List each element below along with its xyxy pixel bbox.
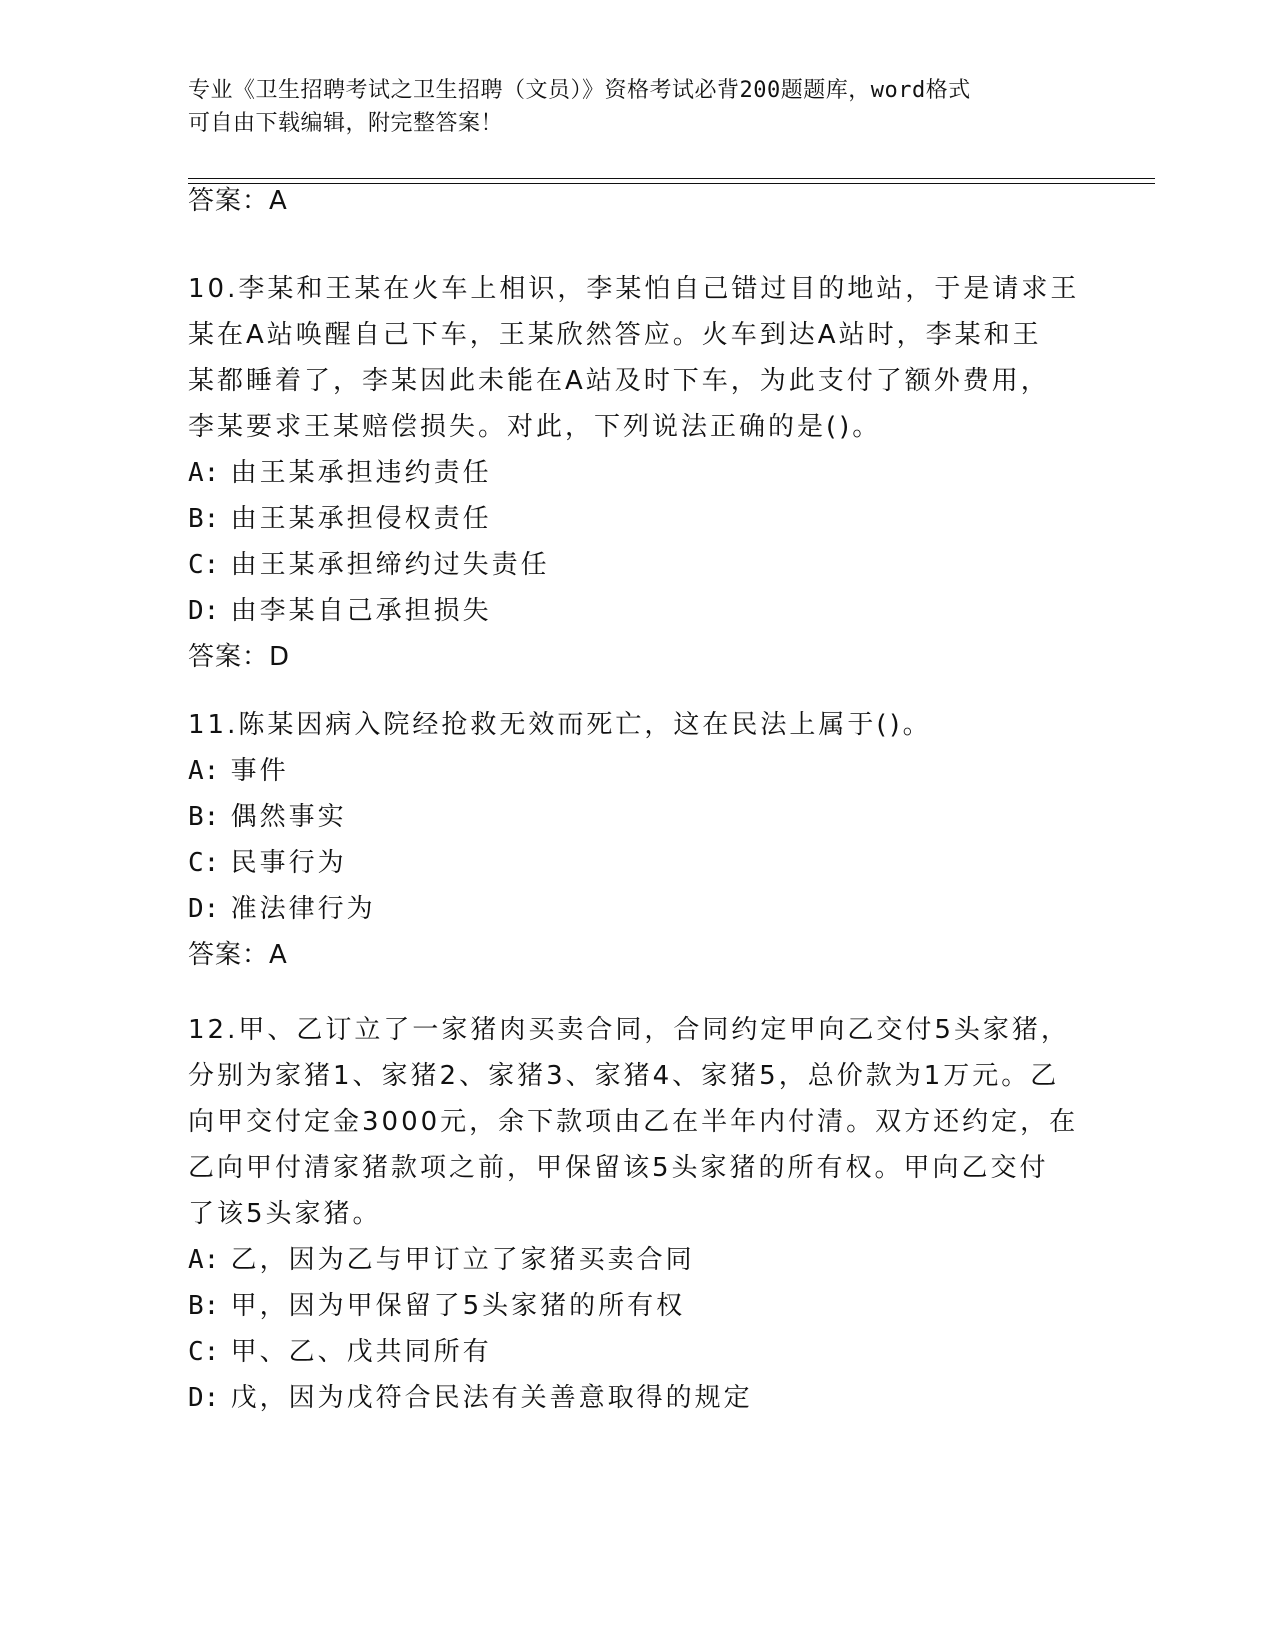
question-text-line: 了该5头家猪。 bbox=[188, 1199, 382, 1229]
option-letter: A: bbox=[188, 1245, 220, 1275]
option-letter: C: bbox=[188, 848, 220, 878]
option-text: 偶然事实 bbox=[230, 802, 347, 832]
question-12 bbox=[188, 1007, 1088, 1421]
option-text: 由王某承担缔约过失责任 bbox=[230, 550, 550, 580]
option-letter: C: bbox=[188, 1337, 220, 1367]
question-text-line: 分别为家猪1、家猪2、家猪3、家猪4、家猪5，总价款为1万元。乙 bbox=[188, 1061, 1060, 1091]
option-text: 甲，因为甲保留了5头家猪的所有权 bbox=[230, 1291, 686, 1321]
question-text-line: 12.甲、乙订立了一家猪肉买卖合同，合同约定甲向乙交付5头家猪， bbox=[188, 1015, 1070, 1045]
option-c bbox=[188, 840, 1088, 886]
question-10 bbox=[188, 266, 1088, 680]
option-b bbox=[188, 1283, 1088, 1329]
question-text-line: 10.李某和王某在火车上相识，李某怕自己错过目的地站，于是请求王 bbox=[188, 274, 1080, 304]
option-letter: D: bbox=[188, 1383, 220, 1413]
option-text: 民事行为 bbox=[230, 848, 347, 878]
option-text: 事件 bbox=[230, 756, 289, 786]
option-text: 由王某承担侵权责任 bbox=[230, 504, 492, 534]
question-text-line: 乙向甲付清家猪款项之前，甲保留该5头家猪的所有权。甲向乙交付 bbox=[188, 1153, 1049, 1183]
option-letter: B: bbox=[188, 504, 220, 534]
option-text: 由王某承担违约责任 bbox=[230, 458, 492, 488]
question-11 bbox=[188, 702, 1088, 978]
question-text-line: 11.陈某因病入院经抢救无效而死亡，这在民法上属于()。 bbox=[188, 710, 932, 740]
option-text: 由李某自己承担损失 bbox=[230, 596, 492, 626]
previous-answer-block bbox=[188, 178, 1088, 224]
header-title-line-1: 专业《卫生招聘考试之卫生招聘（文员）》资格考试必背200题题库，word格式 bbox=[188, 78, 971, 103]
document-header bbox=[188, 74, 1088, 140]
option-d bbox=[188, 1375, 1088, 1421]
option-b bbox=[188, 794, 1088, 840]
option-text: 甲、乙、戊共同所有 bbox=[230, 1337, 492, 1367]
answer-label: 答案：D bbox=[188, 642, 291, 672]
option-text: 戊，因为戊符合民法有关善意取得的规定 bbox=[230, 1383, 753, 1413]
option-b bbox=[188, 496, 1088, 542]
option-text: 准法律行为 bbox=[230, 894, 376, 924]
answer-label: 答案：A bbox=[188, 940, 288, 970]
option-letter: D: bbox=[188, 596, 220, 626]
question-text-line: 向甲交付定金3000元，余下款项由乙在半年内付清。双方还约定，在 bbox=[188, 1107, 1079, 1137]
option-letter: A: bbox=[188, 756, 220, 786]
option-c bbox=[188, 1329, 1088, 1375]
option-d bbox=[188, 886, 1088, 932]
option-letter: D: bbox=[188, 894, 220, 924]
option-letter: A: bbox=[188, 458, 220, 488]
option-letter: B: bbox=[188, 802, 220, 832]
option-c bbox=[188, 542, 1088, 588]
answer-label: 答案：A bbox=[188, 186, 288, 216]
option-letter: B: bbox=[188, 1291, 220, 1321]
option-letter: C: bbox=[188, 550, 220, 580]
option-text: 乙，因为乙与甲订立了家猪买卖合同 bbox=[230, 1245, 695, 1275]
question-text-line: 某在A站唤醒自己下车，王某欣然答应。火车到达A站时，李某和王 bbox=[188, 320, 1042, 350]
question-text-line: 某都睡着了，李某因此未能在A站及时下车，为此支付了额外费用， bbox=[188, 366, 1050, 396]
option-a bbox=[188, 1237, 1088, 1283]
option-a bbox=[188, 748, 1088, 794]
question-text-line: 李某要求王某赔偿损失。对此，下列说法正确的是()。 bbox=[188, 412, 882, 442]
header-title-line-2: 可自由下载编辑，附完整答案！ bbox=[188, 111, 504, 136]
option-a bbox=[188, 450, 1088, 496]
option-d bbox=[188, 588, 1088, 634]
